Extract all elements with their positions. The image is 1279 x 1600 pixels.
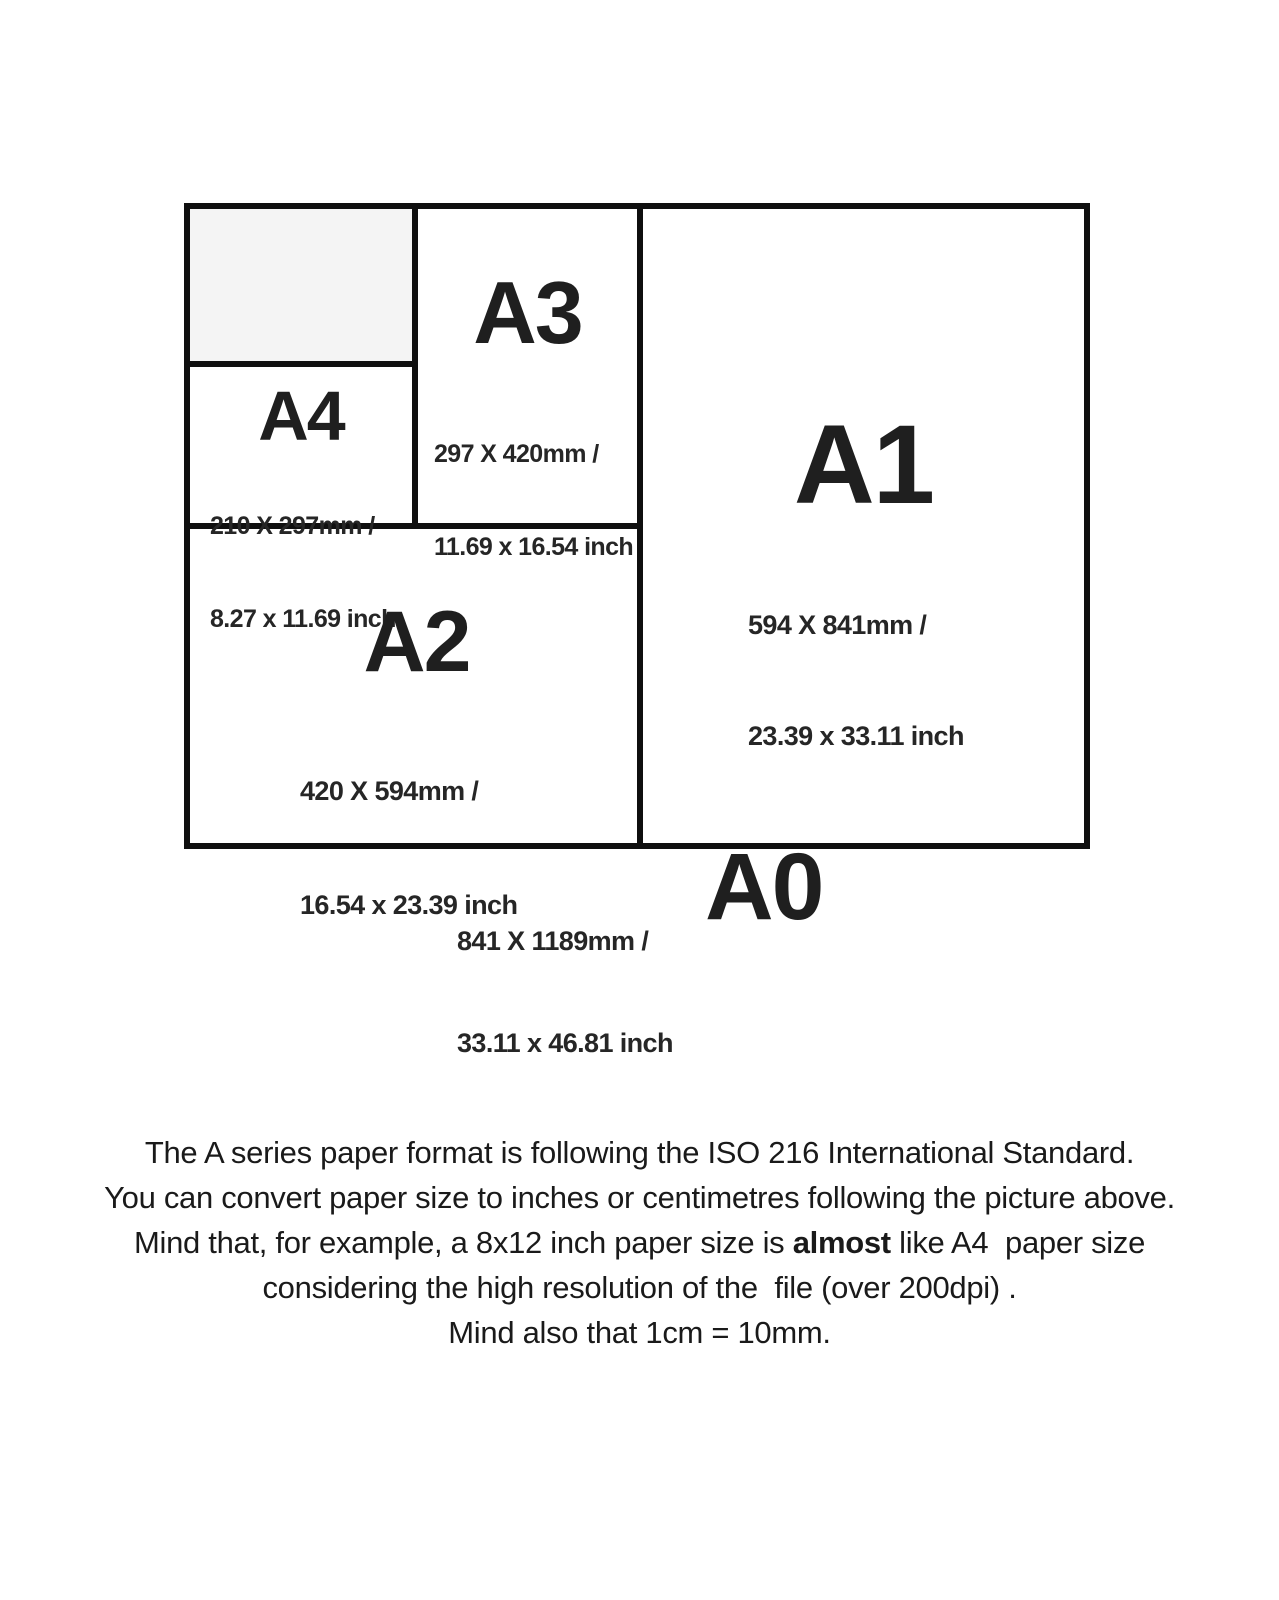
a2-dimensions-inch: 16.54 x 23.39 inch (300, 890, 518, 920)
a0-dimensions-inch: 33.11 x 46.81 inch (457, 1028, 673, 1058)
caption (0, 1130, 1279, 1355)
a1-dimensions-mm: 594 X 841mm / (748, 610, 927, 640)
a1-label: A1 (793, 402, 934, 527)
a3-dimensions-mm: 297 X 420mm / (434, 440, 599, 468)
divider-empty-a4 (190, 361, 418, 367)
a1-dimensions-inch: 23.39 x 33.11 inch (748, 721, 964, 751)
a0-dimensions-mm: 841 X 1189mm / (457, 926, 649, 956)
a0-label: A0 (705, 834, 823, 940)
a4-label: A4 (258, 377, 344, 455)
caption-line-4: considering the high resolution of the file (over 200dpi) . (262, 1270, 1017, 1305)
a3-dimensions-inch: 11.69 x 16.54 inch (434, 533, 634, 561)
a3-dimensions (434, 377, 633, 625)
caption-line-3-bold: almost (792, 1225, 891, 1260)
caption-line-5: Mind also that 1cm = 10mm. (448, 1315, 831, 1350)
empty-small-sheet-box (190, 209, 412, 361)
caption-line-3-post: like A4 paper size (890, 1225, 1146, 1260)
a3-label: A3 (473, 263, 582, 362)
a1-dimensions (748, 533, 964, 829)
caption-line-2: You can convert paper size to inches or centimetres following the picture above. (104, 1180, 1175, 1215)
a4-dimensions-mm: 210 X 297mm / (210, 512, 375, 540)
a4-dimensions-inch: 8.27 x 11.69 inch (210, 605, 396, 633)
divider-left-a1 (637, 209, 643, 843)
caption-line-3 (0, 1220, 1279, 1265)
a2-dimensions-mm: 420 X 594mm / (300, 776, 479, 806)
caption-line-3-pre: Mind that, for example, a 8x12 inch paper size is (133, 1225, 793, 1260)
divider-a4-a3 (412, 209, 418, 529)
a0-dimensions (457, 856, 673, 1128)
caption-line-1: The A series paper format is following the ISO 216 International Standard. (144, 1135, 1135, 1170)
a2-label: A2 (363, 594, 470, 690)
